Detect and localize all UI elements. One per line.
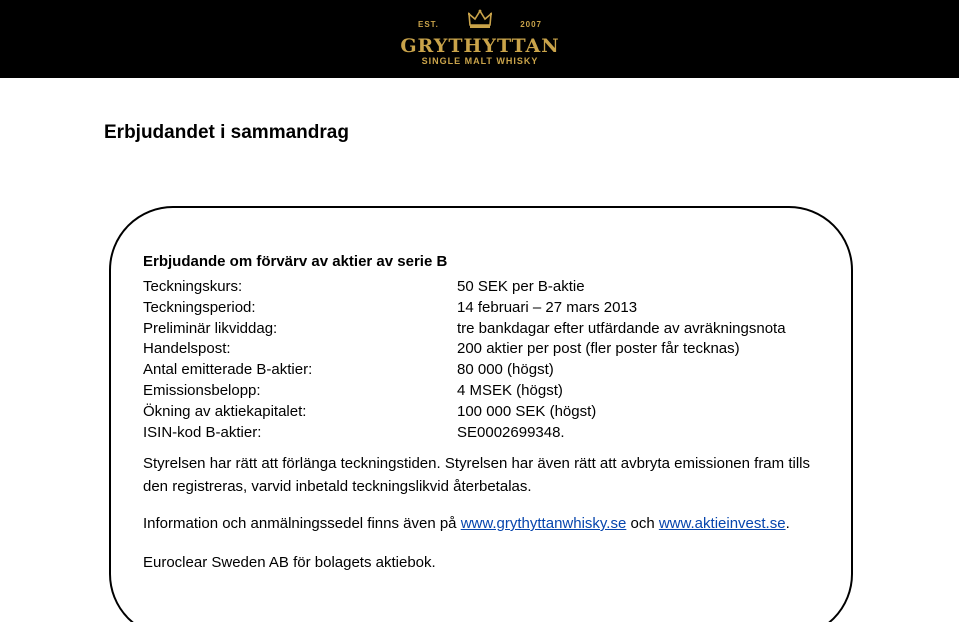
term-value: 80 000 (högst) [457,361,554,379]
term-row [143,277,823,298]
info-middle-text: och [626,515,659,532]
terms-list [143,277,823,443]
term-value: 100 000 SEK (högst) [457,402,597,420]
euroclear-paragraph: Euroclear Sweden AB för bolagets aktiebok. [143,554,436,571]
board-rights-paragraph: Styrelsen har rätt att förlänga teckningstiden. Styrelsen har även rätt att avbryta emissionen fram tills den registreras, varvid inbetald teckningslikvid återbetalas. [143,455,810,495]
term-label: Antal emitterade B-aktier: [143,361,313,379]
term-row [143,319,823,340]
term-row [143,402,823,423]
logo-est-label: EST. [418,20,439,29]
crown-icon [468,9,492,29]
term-label: Teckningsperiod: [143,298,256,316]
term-value: 50 SEK per B-aktie [457,278,585,295]
term-label: Teckningskurs: [143,278,243,295]
term-row [143,339,823,360]
header-banner [0,0,959,78]
term-value: 4 MSEK (högst) [457,381,563,399]
term-value: 200 aktier per post (fler poster får tecknas) [457,340,740,358]
term-row [143,360,823,381]
offer-title: Erbjudande om förvärv av aktier av serie B [143,253,448,270]
term-row [143,381,823,402]
info-suffix-text: . [785,515,790,532]
logo-tagline: SINGLE MALT WHISKY [421,56,539,66]
term-value: 14 februari – 27 mars 2013 [457,298,638,316]
term-label: Handelspost: [143,340,231,358]
term-row [143,423,823,444]
term-value: SE0002699348. [457,423,565,441]
grythyttan-logo [380,6,580,70]
term-label: ISIN-kod B-aktier: [143,423,262,441]
term-label: Preliminär likviddag: [143,319,278,337]
info-prefix-text: Information och anmälningssedel finns även på [143,515,461,532]
information-paragraph [143,512,833,535]
logo-name: GRYTHYTTAN [400,35,560,57]
term-label: Emissionsbelopp: [143,381,261,399]
aktieinvest-website-link[interactable]: www.aktieinvest.se [658,515,786,532]
logo-year-label: 2007 [520,20,542,29]
term-value: tre bankdagar efter utfärdande av avräkningsnota [457,319,786,337]
term-row [143,298,823,319]
term-label: Ökning av aktiekapitalet: [143,402,307,420]
section-title: Erbjudandet i sammandrag [104,122,349,143]
grythyttan-website-link[interactable]: www.grythyttanwhisky.se [460,515,627,532]
